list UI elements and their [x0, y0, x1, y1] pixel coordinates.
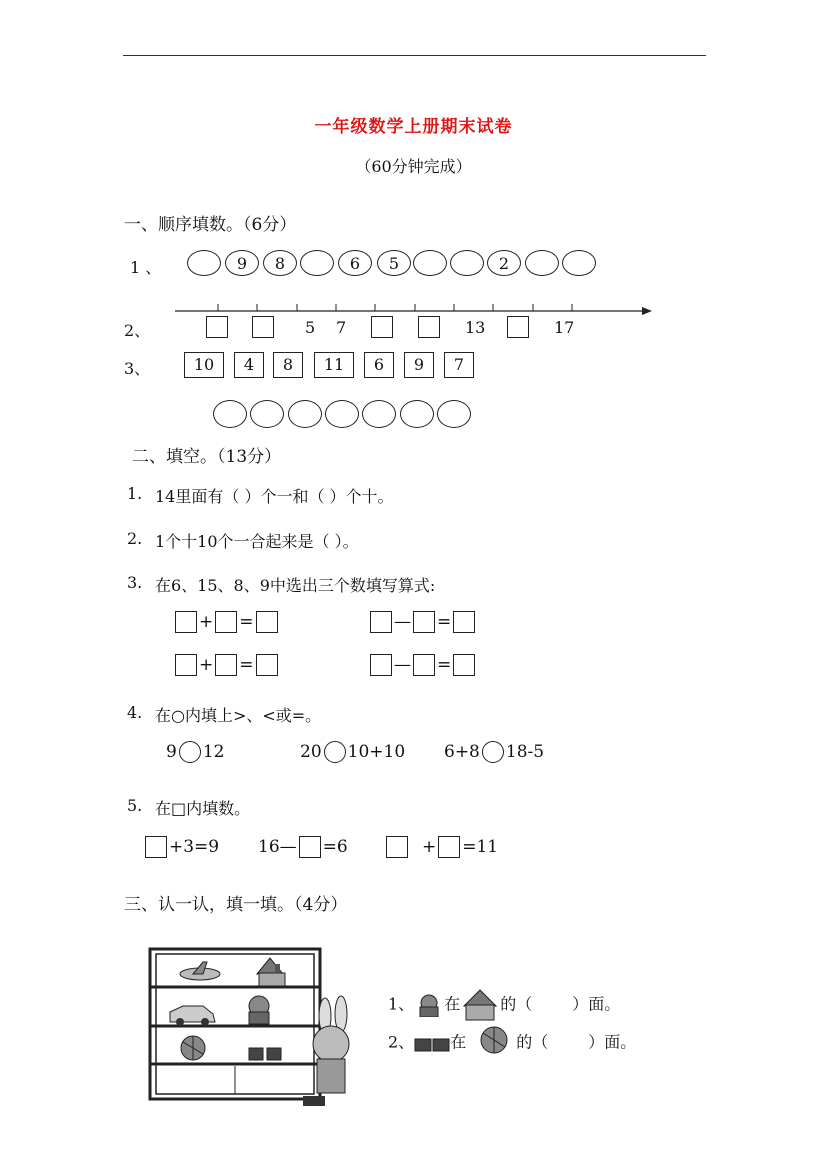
s2-q3-num: 3. — [127, 573, 143, 592]
answer-box[interactable] — [453, 654, 475, 676]
sequence-oval: 5 — [377, 250, 411, 276]
answer-oval[interactable] — [288, 400, 322, 428]
s2-q1-text: 14里面有（ ）个一和（ ）个十。 — [155, 487, 394, 506]
number-line-label: 7 — [336, 318, 347, 337]
minus-sign: — — [394, 612, 411, 632]
compare-left: 9 — [166, 742, 177, 762]
fill-text: + — [422, 837, 437, 857]
answer-oval[interactable] — [437, 400, 471, 428]
number-line-box[interactable] — [507, 316, 529, 338]
ball-toy-icon — [181, 1036, 205, 1060]
house-icon — [460, 988, 500, 1022]
answer-box[interactable] — [215, 654, 237, 676]
fill-item — [258, 836, 348, 858]
minus-sign: — — [394, 655, 411, 675]
fill-text: +3=9 — [169, 837, 220, 857]
shelf-illustration — [145, 944, 370, 1114]
compare-right: 10+10 — [347, 742, 406, 762]
addition-equation — [175, 654, 278, 676]
number-card: 8 — [273, 352, 303, 378]
s2-q4-text: 在○内填上>、<或=。 — [155, 706, 322, 725]
s3-q1-tail: ）面。 — [572, 994, 621, 1014]
section3-heading: 三、认一认，填一填。（4分） — [124, 895, 348, 915]
compare-circle[interactable] — [482, 741, 504, 763]
fill-text: =6 — [322, 837, 348, 857]
equals-sign: = — [239, 612, 254, 632]
answer-box[interactable] — [256, 611, 278, 633]
number-line-label: 17 — [554, 318, 575, 337]
q2-label: 2、 — [124, 321, 151, 340]
sequence-oval[interactable] — [450, 250, 484, 276]
sequence-oval[interactable] — [187, 250, 221, 276]
compare-right: 18-5 — [505, 742, 545, 762]
sequence-oval[interactable] — [413, 250, 447, 276]
number-line-label: 13 — [465, 318, 486, 337]
shoes-icon — [414, 1033, 450, 1053]
s2-q1-num: 1. — [127, 484, 143, 503]
sequence-oval[interactable] — [300, 250, 334, 276]
answer-oval[interactable] — [250, 400, 284, 428]
compare-item — [166, 741, 224, 763]
number-card: 4 — [234, 352, 264, 378]
answer-box[interactable] — [215, 611, 237, 633]
s2-q5-num: 5. — [127, 796, 143, 815]
sequence-oval: 2 — [487, 250, 521, 276]
s3-q2-de: 的（ — [516, 1032, 549, 1052]
s2-q4-num: 4. — [127, 703, 143, 722]
equals-sign: = — [437, 612, 452, 632]
shoes-icon — [249, 1048, 281, 1060]
plus-sign: + — [199, 612, 214, 632]
sequence-oval[interactable] — [562, 250, 596, 276]
s3-q2 — [388, 1026, 636, 1060]
number-line-label: 5 — [305, 318, 316, 337]
subtraction-equation — [370, 611, 475, 633]
compare-circle[interactable] — [179, 741, 201, 763]
section2-heading: 二、填空。（13分） — [132, 447, 282, 467]
doll-icon — [414, 993, 444, 1017]
compare-circle[interactable] — [324, 741, 346, 763]
doll-toy-icon — [249, 996, 269, 1024]
s2-q2-num: 2. — [127, 529, 143, 548]
answer-box[interactable] — [370, 654, 392, 676]
s3-q1-de: 的（ — [500, 994, 533, 1014]
answer-oval[interactable] — [400, 400, 434, 428]
answer-box[interactable] — [145, 836, 167, 858]
number-line-box[interactable] — [418, 316, 440, 338]
fill-item — [145, 836, 219, 858]
answer-box[interactable] — [453, 611, 475, 633]
answer-box[interactable] — [386, 836, 408, 858]
compare-right: 12 — [202, 742, 225, 762]
sequence-oval[interactable] — [525, 250, 559, 276]
s3-q1-num: 1、 — [388, 994, 415, 1014]
answer-box[interactable] — [256, 654, 278, 676]
page-subtitle: （60分钟完成） — [355, 157, 472, 176]
sequence-oval: 6 — [338, 250, 372, 276]
compare-item — [300, 741, 405, 763]
compare-left: 6+8 — [444, 742, 480, 762]
subtraction-equation — [370, 654, 475, 676]
answer-box[interactable] — [299, 836, 321, 858]
s3-q2-num: 2、 — [388, 1032, 415, 1052]
page-title: 一年级数学上册期末试卷 — [314, 117, 513, 137]
section1-heading: 一、顺序填数。（6分） — [124, 215, 297, 235]
sequence-oval: 8 — [263, 250, 297, 276]
compare-left: 20 — [300, 742, 322, 762]
car-toy-icon — [170, 1006, 215, 1026]
s2-q5-text: 在□内填数。 — [155, 799, 251, 818]
s3-q1 — [388, 988, 620, 1022]
q3-label: 3、 — [124, 359, 151, 378]
number-line-box[interactable] — [252, 316, 274, 338]
fill-item — [386, 836, 498, 858]
answer-box[interactable] — [175, 654, 197, 676]
number-line — [170, 296, 660, 320]
sequence-oval: 9 — [225, 250, 259, 276]
s3-q2-tail: ）面。 — [588, 1032, 637, 1052]
equals-sign: = — [239, 655, 254, 675]
header-rule — [123, 55, 706, 56]
number-line-box[interactable] — [371, 316, 393, 338]
s2-q2-text: 1个十10个一合起来是（ ）。 — [155, 532, 359, 551]
s2-q3-text: 在6、15、8、9中选出三个数填写算式: — [155, 576, 436, 595]
number-card: 9 — [404, 352, 434, 378]
answer-box[interactable] — [370, 611, 392, 633]
number-line-box[interactable] — [206, 316, 228, 338]
ball-icon — [466, 1026, 516, 1060]
number-card: 11 — [314, 352, 354, 378]
answer-box[interactable] — [413, 654, 435, 676]
answer-oval[interactable] — [362, 400, 396, 428]
s3-q2-zai: 在 — [450, 1032, 467, 1052]
rabbit-character-icon — [303, 996, 349, 1106]
number-card: 10 — [184, 352, 224, 378]
fill-text: 16— — [258, 837, 297, 857]
plus-sign: + — [199, 655, 214, 675]
compare-item — [444, 741, 544, 763]
number-card: 6 — [364, 352, 394, 378]
airplane-toy-icon — [180, 962, 220, 980]
number-card: 7 — [444, 352, 474, 378]
answer-box[interactable] — [438, 836, 460, 858]
fill-text: =11 — [462, 837, 499, 857]
equals-sign: = — [437, 655, 452, 675]
arrow-right-icon — [642, 307, 652, 315]
addition-equation — [175, 611, 278, 633]
house-toy-icon — [257, 958, 285, 986]
answer-box[interactable] — [413, 611, 435, 633]
answer-box[interactable] — [175, 611, 197, 633]
q1-label: 1 、 — [130, 258, 162, 277]
answer-oval[interactable] — [213, 400, 247, 428]
s3-q1-zai: 在 — [444, 994, 461, 1014]
answer-oval[interactable] — [325, 400, 359, 428]
